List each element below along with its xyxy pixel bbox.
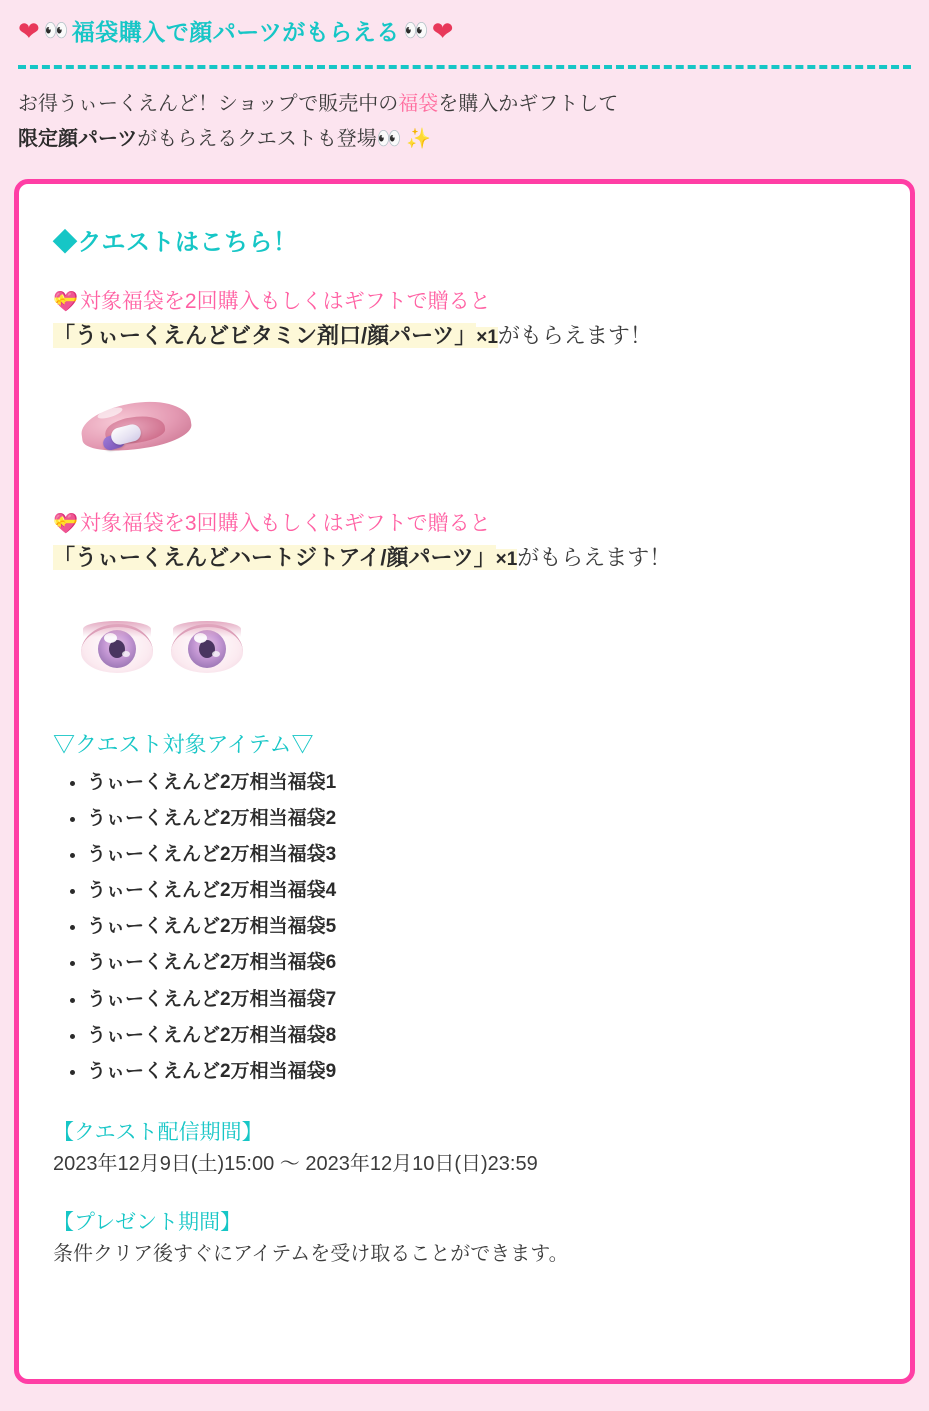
quest-period-title: 【クエスト配信期間】 (53, 1120, 263, 1144)
reward-item-line-1 (53, 319, 876, 353)
list-item: • うぃーくえんど2万相当福袋5 (87, 909, 876, 945)
intro-line-1-b: を購入かギフトして (438, 93, 619, 115)
heart-icon-right: ❤ (431, 15, 454, 46)
quest-card (14, 179, 915, 1384)
reward-item-name-1: 「うぃーくえんどビタミン剤口/顔パーツ」 (53, 323, 477, 348)
eye-face-part-icon-right (171, 618, 243, 676)
target-items-heading: ▽クエスト対象アイテム▽ (53, 732, 314, 757)
intro-line-1 (18, 87, 911, 122)
heart-icon-reward-1: 💝 (53, 291, 78, 313)
reward-block-1 (53, 285, 876, 353)
present-period-block (53, 1206, 876, 1270)
eye-shine-b-right (212, 651, 220, 657)
present-period-title: 【プレゼント期間】 (53, 1210, 242, 1234)
reward-condition-2 (53, 507, 876, 537)
eye-shine-b-left (122, 651, 130, 657)
eye-face-part-icon-left (81, 618, 153, 676)
reward-suffix-2: がもらえます！ (517, 544, 672, 570)
list-item: • うぃーくえんど2万相当福袋7 (87, 982, 876, 1018)
intro-line-2 (18, 122, 911, 157)
reward-suffix-1: がもらえます！ (497, 323, 652, 348)
reward-item-name-2: 「うぃーくえんどハートジトアイ/顔パーツ」 (53, 544, 496, 570)
intro-highlight-fukubukuro: 福袋 (398, 93, 439, 115)
mouth-face-part-icon (81, 395, 191, 457)
heart-icon-reward-2: 💝 (53, 512, 78, 535)
quest-period-text: 2023年12月9日(土)15:00 〜 2023年12月10日(日)23:59 (53, 1152, 538, 1175)
list-item: • うぃーくえんど2万相当福袋9 (87, 1054, 876, 1090)
present-period-text: 条件クリア後すぐにアイテムを受け取ることができます。 (53, 1242, 569, 1265)
reward-qty-1: ×1 (476, 327, 498, 348)
intro-line-2-rest: がもらえるクエストも登場 (137, 128, 377, 150)
reward-art-1 (53, 371, 876, 481)
reward-condition-1-text: 対象福袋を2回購入もしくはギフトで贈ると (79, 290, 491, 313)
eyes-icon-intro: 👀 (376, 128, 401, 150)
heart-icon-left: ❤ (18, 15, 40, 46)
list-item: • うぃーくえんど2万相当福袋1 (87, 765, 876, 801)
reward-condition-1 (53, 285, 876, 315)
quest-period-block (53, 1116, 876, 1180)
intro-bold-limited-parts: 限定顔パーツ (18, 128, 138, 150)
intro-line-1-a: お得うぃーくえんど！ショップで販売中の (18, 93, 399, 115)
list-item: • うぃーくえんど2万相当福袋6 (87, 945, 876, 981)
reward-qty-2: ×1 (495, 548, 518, 570)
list-item: • うぃーくえんど2万相当福袋2 (87, 801, 876, 837)
intro-text (0, 69, 929, 157)
eye-lash-shape-right (173, 621, 241, 637)
page-title: 福袋購入で顔パーツがもらえる (71, 19, 400, 45)
page-header (0, 0, 929, 55)
eyes-icon-right: 👀 (403, 19, 428, 42)
reward-item-line-2 (53, 541, 876, 575)
quest-heading: ◆クエストはこちら！ (53, 229, 298, 256)
eyes-icon-left: 👀 (43, 19, 68, 42)
list-item: • うぃーくえんど2万相当福袋3 (87, 837, 876, 873)
list-item: • うぃーくえんど2万相当福袋4 (87, 873, 876, 909)
target-items-list (53, 765, 876, 1090)
sparkle-icon: ✨ (406, 128, 432, 150)
reward-block-2 (53, 507, 876, 575)
list-item: • うぃーくえんど2万相当福袋8 (87, 1018, 876, 1054)
reward-art-2 (53, 592, 876, 702)
reward-condition-2-text: 対象福袋を3回購入もしくはギフトで贈ると (79, 511, 491, 535)
eye-lash-shape-left (83, 621, 151, 637)
